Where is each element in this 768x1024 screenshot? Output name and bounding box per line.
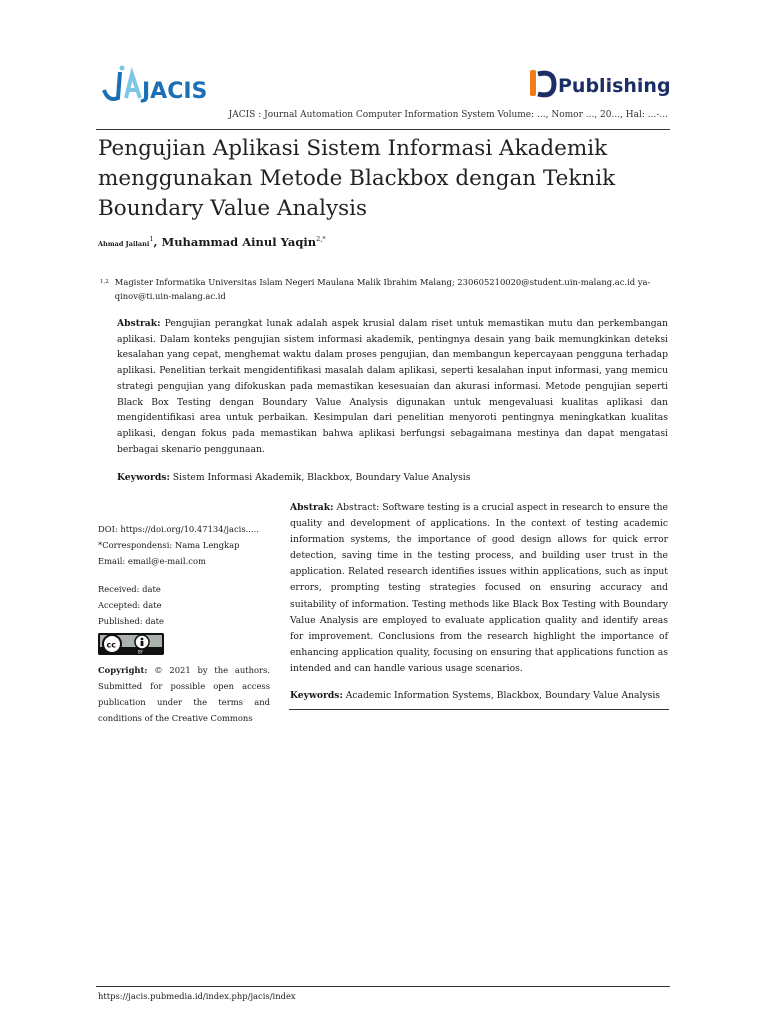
copyright-label: Copyright: (98, 665, 148, 675)
affiliation (100, 275, 670, 303)
keywords-en-label: Keywords: (290, 690, 343, 701)
affiliation-text: Magister Informatika Universitas Islam Negeri Maulana Malik Ibrahim Malang; 230605210020@student.uin-malang.ac.id ya-qinov@ti.uin-malang.ac.id (114, 277, 651, 301)
copyright-text: © 2021 by the authors. Submitted for possible open access publication under the terms and conditions of the Creative Commons (98, 665, 270, 723)
email[interactable]: Email: email@e-mail.com (98, 556, 206, 566)
author-list (98, 235, 326, 249)
keywords-english (290, 690, 668, 701)
jacis-logo (98, 62, 208, 106)
author-2-affiliation-mark: 2,* (316, 235, 326, 244)
author-1-affiliation-mark: 1 (149, 235, 154, 244)
article-info-sidebar (98, 521, 270, 726)
abstract-id-text: Pengujian perangkat lunak adalah aspek krusial dalam riset untuk memastikan mutu dan perkembangan aplikasi. Dalam konteks pengujian sistem informasi akademik, pentingnya desain yang baik memungkinkan deteksi kesalahan yang cepat, menghemat waktu dalam proses pengujian, dan membangun kepercayaan pengguna terhadap aplikasi. Penelitian terkait mengidentifikasi masalah dalam aplikasi, seperti kesalahan input informasi, yang memicu strategi pengujian yang difokuskan pada memastikan kesesuaian dan akurasi informasi. Metode pengujian seperti Black Box Testing dengan Boundary Value Analysis digunakan untuk mengevaluasi kualitas aplikasi dan mengidentifikasi area untuk perbaikan. Kesimpulan dari penelitian menyoroti pentingnya meningkatkan kualitas aplikasi, dengan fokus pada memastikan bahwa aplikasi berfungsi sebagaimana mestinya dan dapat mengatasi berbagai skenario penggunaan. (117, 318, 668, 455)
accepted-date: Accepted: date (98, 600, 162, 610)
author-separator: , (153, 235, 162, 249)
jacis-logo-text: JACIS (142, 79, 208, 104)
keywords-en-text: Academic Information Systems, Blackbox, Boundary Value Analysis (342, 690, 661, 701)
abstract-indonesian (117, 316, 668, 457)
doi-link[interactable]: DOI: https://doi.org/10.47134/jacis..... (98, 524, 259, 534)
published-date: Published: date (98, 616, 164, 626)
publishing-logo (528, 64, 671, 104)
abstract-id-label: Abstrak: (117, 318, 161, 329)
svg-text:BY: BY (138, 649, 143, 655)
correspondence: *Correspondensi: Nama Lengkap (98, 540, 240, 550)
paper-title: Pengujian Aplikasi Sistem Informasi Akademik menggunakan Metode Blackbox dengan Teknik Boundary Value Analysis (98, 136, 616, 221)
header-divider (96, 129, 670, 130)
author-1-name: Ahmad Jailani (98, 240, 150, 248)
copyright-notice (98, 662, 270, 726)
keywords-indonesian (117, 472, 668, 483)
footer-divider (96, 986, 670, 987)
abstract-en-label: Abstrak: (290, 502, 334, 513)
abstract-english (290, 500, 668, 677)
received-date: Received: date (98, 584, 161, 594)
abstract-en-text: Abstract: Software testing is a crucial aspect in research to ensure the quality and development of applications. In the context of testing academic information systems, the importance of good design allows for quick error detection, saving time in the testing process, and building user trust in the application. Related research identifies issues within applications, such as input errors, prompting testing strategies focused on ensuring accuracy and suitability of information. Testing methods like Black Box Testing with Boundary Value Analysis are employed to evaluate application quality and identify areas for improvement. Conclusions from the research highlight the importance of enhancing application quality, focusing on ensuring that applications function as intended and can handle various usage scenarios. (290, 502, 668, 674)
publishing-logo-text: Publishing (558, 75, 671, 97)
creative-commons-by-icon[interactable] (98, 633, 164, 655)
author-2-name: Muhammad Ainul Yaqin (161, 235, 317, 249)
svg-text:cc: cc (106, 640, 116, 650)
keywords-divider (289, 709, 669, 710)
journal-info-line: JACIS : Journal Automation Computer Information System Volume: ..., Nomor ..., 20..., Hal: ...-... (228, 110, 668, 120)
journal-url[interactable]: https://jacis.pubmedia.id/index.php/jacis/index (98, 991, 296, 1001)
keywords-id-text: Sistem Informasi Akademik, Blackbox, Boundary Value Analysis (169, 472, 471, 483)
keywords-id-label: Keywords: (117, 472, 170, 483)
affiliation-mark: 1,2 (100, 279, 109, 285)
